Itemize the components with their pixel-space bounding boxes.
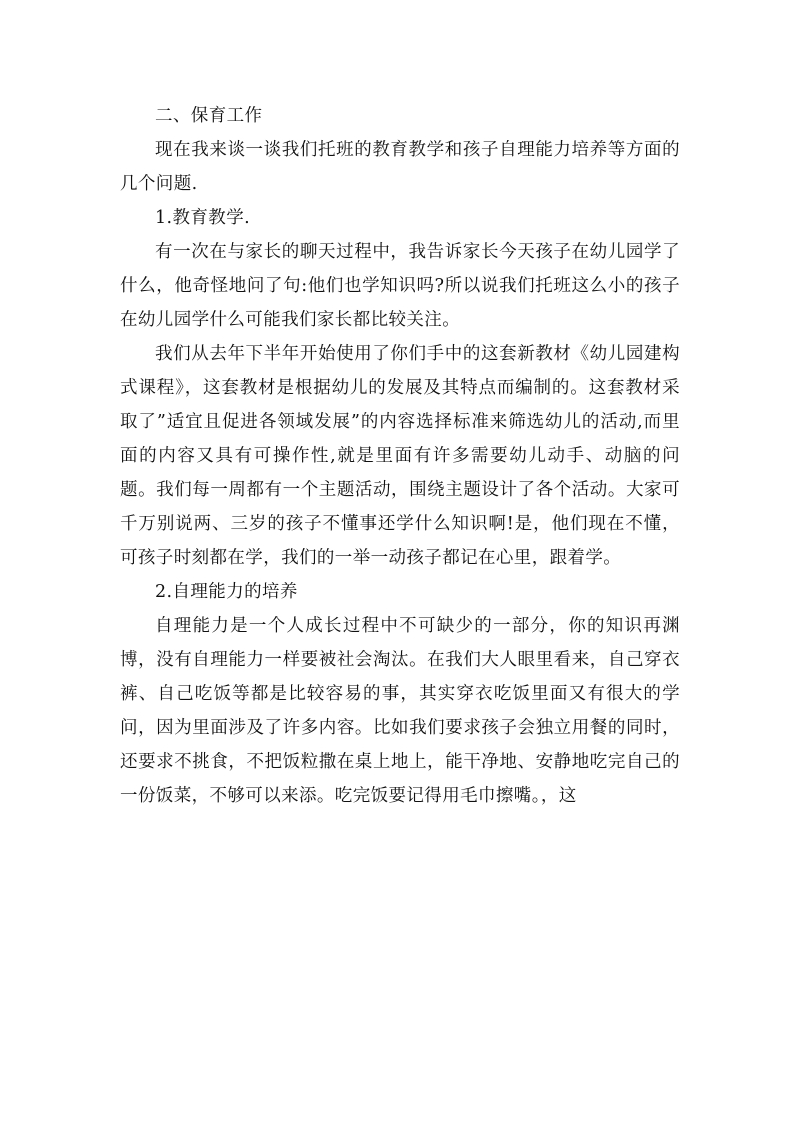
intro-paragraph: 现在我来谈一谈我们托班的教育教学和孩子自理能力培养等方面的几个问题. <box>120 140 680 194</box>
paragraph-self-care: 自理能力是一个人成长过程中不可缺少的一部分，你的知识再渊博，没有自理能力一样要被社会淘汰。在我们大人眼里看来，自己穿衣裤、自己吃饭等都是比较容易的事，其实穿衣吃饭里面又有很大的学问，因为里面涉及了许多内容。比如我们要求孩子会独立用餐的同时，还要求不挑食，不把饭粒撒在桌上地上，能干净地、安静地吃完自己的一份饭菜，不够可以来添。吃完饭要记得用毛巾擦嘴。，这 <box>120 616 680 806</box>
document-body <box>120 99 680 813</box>
paragraph-curriculum: 我们从去年下半年开始使用了你们手中的这套新教材《幼儿园建构式课程》，这套教材是根据幼儿的发展及其特点而编制的。这套教材采取了”适宜且促进各领域发展”的内容选择标准来筛选幼儿的活动,而里面的内容又具有可操作性,就是里面有许多需要幼儿动手、动脑的问题。我们每一周都有一个主题活动，围绕主题设计了各个活动。大家可千万别说两、三岁的孩子不懂事还学什么知识啊!是，他们现在不懂，可孩子时刻都在学，我们的一举一动孩子都记在心里，跟着学。 <box>120 344 680 568</box>
subsection-title-self-care: 2.自理能力的培养 <box>155 582 298 602</box>
paragraph-parent-conversation: 有一次在与家长的聊天过程中，我告诉家长今天孩子在幼儿园学了什么，他奇怪地问了句:他们也学知识吗?所以说我们托班这么小的孩子在幼儿园学什么可能我们家长都比较关注。 <box>120 242 680 330</box>
subsection-title-education: 1.教育教学. <box>155 208 251 228</box>
section-title: 二、保育工作 <box>155 106 263 126</box>
